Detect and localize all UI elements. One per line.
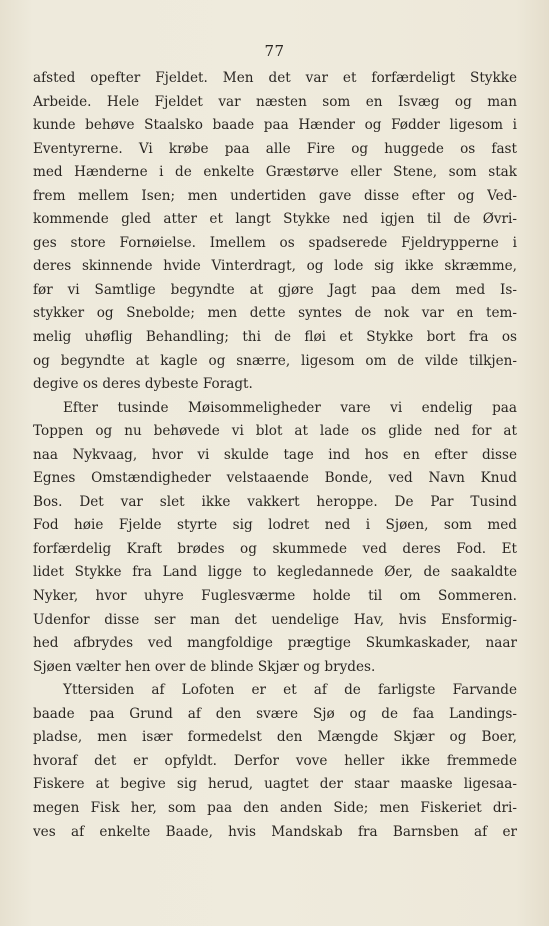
text-line: Arbeide. Hele Fjeldet var næsten som en Isvæg og man	[33, 93, 517, 110]
text-line: forfærdelig Kraft brødes og skummede ved deres Fod. Et	[33, 540, 517, 557]
text-line: Fod høie Fjelde styrte sig lodret ned i Sjøen, som med	[33, 517, 517, 534]
text-line: hvoraf det er opfyldt. Derfor vove heller ikke fremmede	[33, 752, 517, 769]
text-line: megen Fisk her, som paa den anden Side; men Fiskeriet dri-	[33, 799, 517, 816]
body-text	[33, 67, 517, 844]
text-line: Fiskere at begive sig herud, uagtet der staar maaske ligesaa-	[33, 776, 517, 793]
text-line: ves af enkelte Baade, hvis Mandskab fra Barnsben af er	[33, 823, 517, 840]
text-line: stykker og Snebolde; men dette syntes de nok var en tem-	[33, 305, 517, 322]
text-line: Efter tusinde Møisommeligheder vare vi endelig paa	[63, 399, 517, 416]
text-line: Egnes Omstændigheder velstaaende Bonde, ved Navn Knud	[33, 470, 517, 487]
text-line: degive os deres dybeste Foragt.	[33, 376, 253, 393]
text-line: baade paa Grund af den svære Sjø og de faa Landings-	[33, 705, 517, 722]
text-line: melig uhøflig Behandling; thi de fløi et Stykke bort fra os	[33, 329, 517, 346]
text-line: Nyker, hvor uhyre Fuglesværme holde til om Sommeren.	[33, 588, 517, 605]
text-line: frem mellem Isen; men undertiden gave disse efter og Ved-	[33, 187, 517, 204]
text-line: Toppen og nu behøvede vi blot at lade os glide ned for at	[33, 423, 517, 440]
text-line: Sjøen vælter hen over de blinde Skjær og brydes.	[33, 658, 376, 675]
page-number: 77	[264, 42, 285, 60]
text-line: Eventyrerne. Vi krøbe paa alle Fire og huggede os fast	[33, 140, 517, 157]
text-line: Bos. Det var slet ikke vakkert heroppe. De Par Tusind	[33, 493, 517, 510]
text-line: Udenfor disse ser man det uendelige Hav, hvis Ensformig-	[33, 611, 517, 628]
text-line: pladse, men især formedelst den Mængde Skjær og Boer,	[33, 729, 517, 746]
text-line: deres skinnende hvide Vinterdragt, og lode sig ikke skræmme,	[33, 258, 517, 275]
text-line: med Hænderne i de enkelte Græstørve eller Stene, som stak	[33, 164, 517, 181]
text-line: Yttersiden af Lofoten er et af de farligste Farvande	[63, 682, 517, 699]
text-line: hed afbrydes ved mangfoldige prægtige Skumkaskader, naar	[33, 635, 517, 652]
text-line: lidet Stykke fra Land ligge to kegledannede Øer, de saakaldte	[33, 564, 517, 581]
text-line: og begyndte at kagle og snærre, ligesom om de vilde tilkjen-	[33, 352, 517, 369]
text-line: naa Nykvaag, hvor vi skulde tage ind hos en efter disse	[33, 446, 517, 463]
text-line: kommende gled atter et langt Stykke ned igjen til de Øvri-	[33, 211, 517, 228]
text-line: afsted opefter Fjeldet. Men det var et forfærdeligt Stykke	[33, 70, 517, 86]
text-line: kunde behøve Staalsko baade paa Hænder og Fødder ligesom i	[33, 117, 517, 134]
text-line: ges store Fornøielse. Imellem os spadserede Fjeldrypperne i	[33, 234, 517, 251]
text-line: før vi Samtlige begyndte at gjøre Jagt paa dem med Is-	[33, 281, 517, 298]
